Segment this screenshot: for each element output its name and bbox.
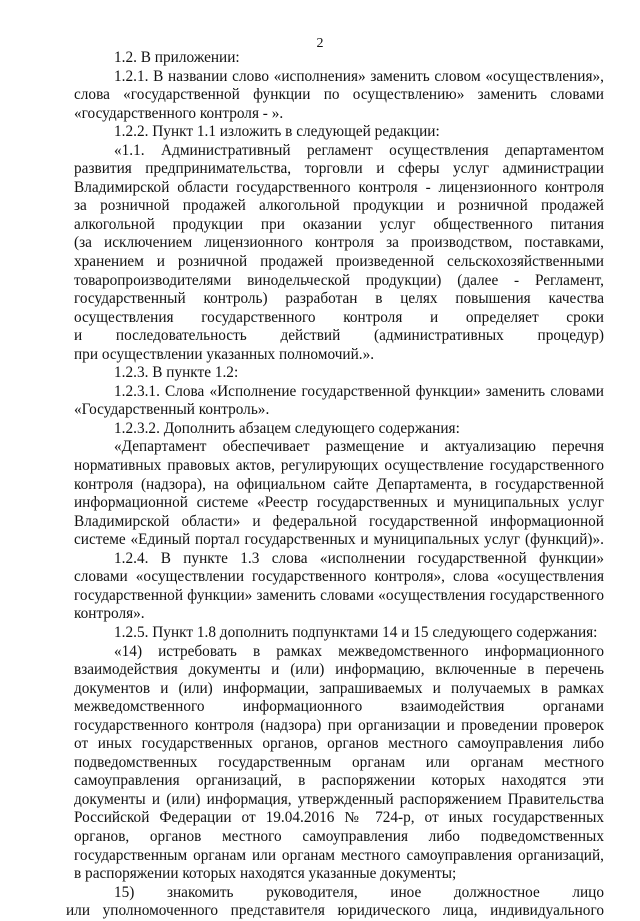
text-line: информационной системе «Реестр государственных и муниципальных услуг — [74, 494, 604, 512]
text-line: 1.2.1. В названии слово «исполнения» заменить словом «осуществления», — [114, 67, 604, 85]
text-line: «государственного контроля - ». — [74, 104, 284, 122]
text-line: «14) истребовать в рамках межведомственного информационного — [114, 642, 604, 660]
text-line: взаимодействия документы и (или) информацию, включенные в перечень — [74, 661, 604, 679]
text-line: развития предпринимательства, торговли и сферы услуг администрации — [74, 160, 604, 178]
text-line: за розничной продажей алкогольной продукции и розничной продажей — [74, 197, 604, 215]
text-line: словами «осуществлении государственного контроля», слова «осуществления — [74, 568, 604, 586]
text-line: 1.2.5. Пункт 1.8 дополнить подпунктами 14 и 15 следующего содержания: — [114, 623, 598, 641]
text-line: хранением и розничной продажей произведенной сельскохозяйственными — [74, 253, 604, 271]
text-line: 1.2.3.2. Дополнить абзацем следующего содержания: — [114, 419, 460, 437]
text-line: системе «Единый портал государственных и муниципальных услуг (функций)». — [74, 531, 604, 549]
text-line: алкогольной продукции при оказании услуг общественного питания — [74, 215, 604, 233]
text-line: контроля». — [74, 605, 145, 623]
text-line: «1.1. Административный регламент осуществления департаментом — [114, 141, 604, 159]
text-line: осуществления государственного контроля и определяет сроки — [74, 308, 604, 326]
text-line: и последовательность действий (административных процедур) — [74, 327, 604, 345]
text-line: нормативных правовых актов, регулирующих осуществление государственного — [74, 457, 604, 475]
text-line: самоуправления организаций, в распоряжении которых находятся эти — [74, 772, 604, 790]
text-line: 1.2.2. Пункт 1.1 изложить в следующей редакции: — [114, 123, 440, 141]
text-line: 1.2. В приложении: — [114, 49, 240, 66]
text-line: документов и (или) информации, запрашиваемых и получаемых в рамках — [74, 679, 604, 697]
text-line: 1.2.3.1. Слова «Исполнение государственной функции» заменить словами — [114, 382, 604, 400]
text-line: Владимирской области государственного контроля - лицензионного контроля — [74, 178, 604, 196]
text-line: государственной функции» заменить словами «осуществления государственного — [74, 586, 604, 604]
text-line: Владимирской области» и федеральной государственной информационной — [74, 512, 604, 530]
text-line: 15) знакомить руководителя, иное должностное лицо — [114, 883, 604, 901]
text-line: органов, органов местного самоуправления либо подведомственных — [74, 827, 604, 845]
text-line: «Департамент обеспечивает размещение и актуализацию перечня — [114, 438, 604, 456]
text-line: Российской Федерации от 19.04.2016 № 724-р, от иных государственных — [74, 809, 604, 827]
text-line: «Государственный контроль». — [74, 401, 270, 419]
text-line: или уполномоченного представителя юридического лица, индивидуального — [66, 902, 604, 920]
text-line: 1.2.4. В пункте 1.3 слова «исполнении государственной функции» — [114, 549, 604, 567]
text-line: документы и (или) информация, утвержденный распоряжением Правительства — [74, 790, 604, 808]
document-body — [66, 49, 604, 921]
text-line: при осуществлении указанных полномочий.». — [74, 345, 375, 363]
text-line: (за исключением лицензионного контроля за производством, поставками, — [74, 234, 604, 252]
text-line: в распоряжении которых находятся указанные документы; — [74, 865, 457, 883]
text-line: подведомственных государственным органам или органам местного — [74, 753, 604, 771]
text-line: государственный контроль) разработан в целях повышения качества — [74, 290, 604, 308]
text-line: государственным органам или органам местного самоуправления организаций, — [74, 846, 604, 864]
text-line: государственного контроля (надзора) при организации и проведении проверок — [74, 716, 604, 734]
text-line: контроля (надзора), на официальном сайте Департамента, в государственной — [74, 475, 604, 493]
text-line: 1.2.3. В пункте 1.2: — [114, 364, 239, 382]
text-line: слова «государственной функции по осуществлению» заменить словами — [74, 86, 604, 104]
text-line: межведомственного информационного взаимодействия органами — [74, 698, 604, 716]
text-line: от иных государственных органов, органов местного самоуправления либо — [74, 735, 604, 753]
text-line: товаропроизводителями винодельческой продукции) (далее - Регламент, — [74, 271, 604, 289]
page-number: 2 — [316, 36, 324, 51]
